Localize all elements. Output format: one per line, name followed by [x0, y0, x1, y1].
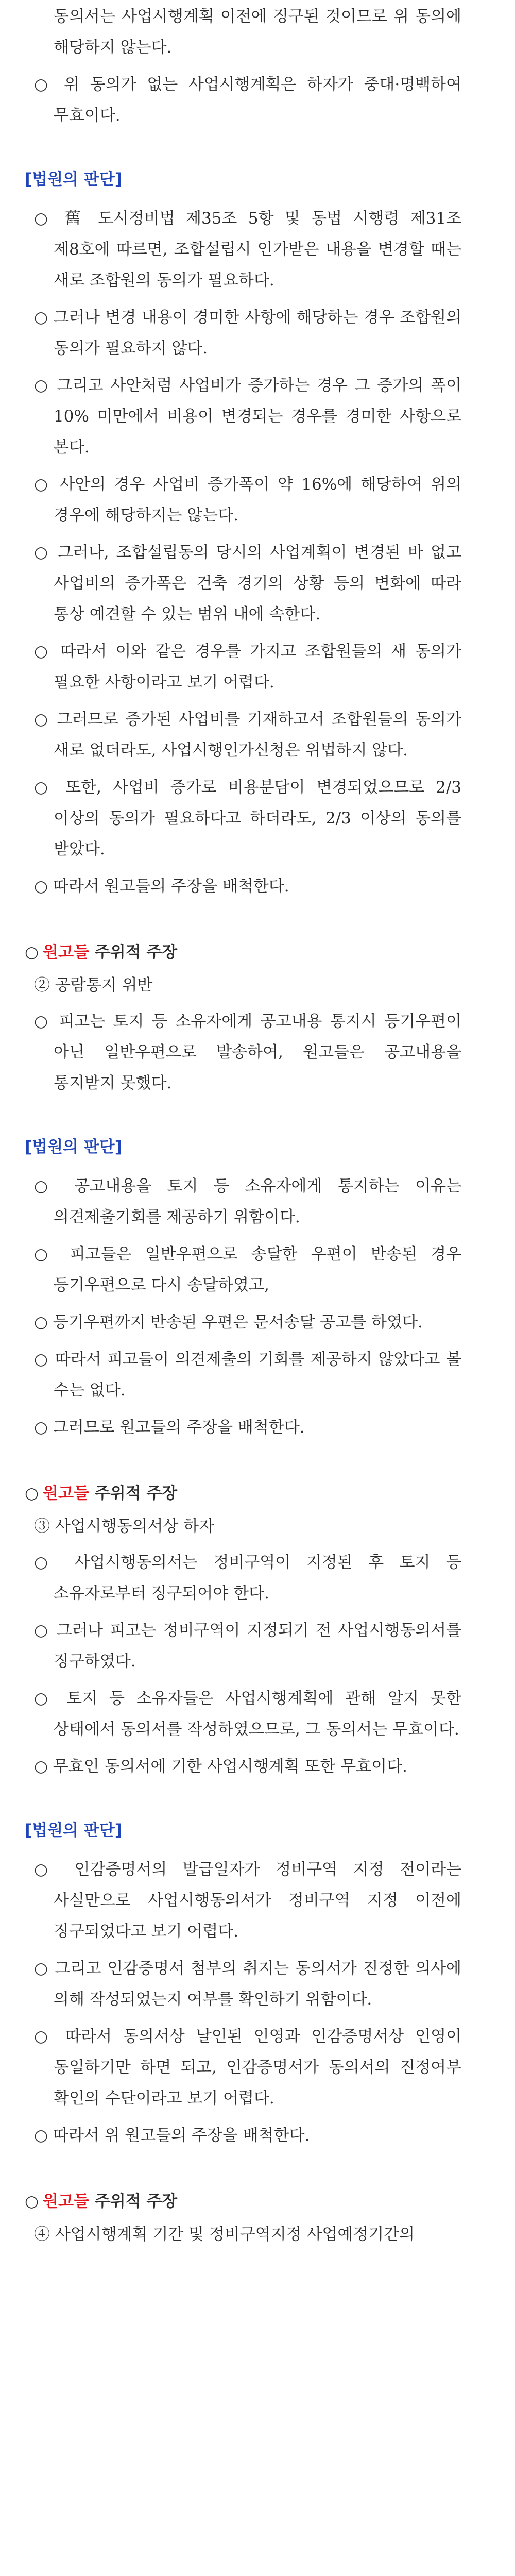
- court-judgment-heading: [법원의 판단]: [25, 1138, 122, 1156]
- circle-bullet: ○: [25, 1484, 39, 1503]
- plaintiff-claim-heading: [25, 1481, 177, 1506]
- bullet-paragraph: ○ 그러나 변경 내용이 경미한 사항에 해당하는 경우 조합원의 동의가 필요하지 않다.: [34, 308, 461, 358]
- claim-type-label: 주위적 주장: [89, 2192, 178, 2211]
- claim-type-label: 주위적 주장: [89, 943, 178, 962]
- bullet-paragraph: ○ 舊 도시정비법 제35조 5항 및 동법 시행령 제31조 제8호에 따르면, 조합설립시 인가받은 내용을 변경할 때는 새로 조합원의 동의가 필요하다.: [34, 209, 461, 290]
- bullet-paragraph: ○ 공고내용을 토지 등 소유자에게 통지하는 이유는 의견제출기회를 제공하기 위함이다.: [34, 1177, 461, 1226]
- claim-subheading: ④ 사업시행계획 기간 및 정비구역지정 사업예정기간의: [34, 2225, 415, 2244]
- court-judgment-heading: [법원의 판단]: [25, 170, 122, 189]
- continued-paragraph: 동의서는 사업시행계획 이전에 징구된 것이므로 위 동의에 해당하지 않는다.: [54, 7, 461, 57]
- circle-bullet: ○: [25, 2192, 39, 2211]
- bullet-paragraph: ○ 따라서 동의서상 날인된 인영과 인감증명서상 인영이 동일하기만 하면 되고, 인감증명서가 동의서의 진정여부 확인의 수단이라고 보기 어렵다.: [34, 2027, 461, 2108]
- bullet-paragraph: ○ 따라서 위 원고들의 주장을 배척한다.: [34, 2126, 310, 2145]
- bullet-paragraph: ○ 또한, 사업비 증가로 비용분담이 변경되었으므로 2/3 이상의 동의가 필요하다고 하더라도, 2/3 이상의 동의를 받았다.: [34, 778, 461, 858]
- bullet-paragraph: ○ 따라서 피고들이 의견제출의 기회를 제공하지 않았다고 볼 수는 없다.: [34, 1350, 461, 1400]
- bullet-paragraph: ○ 그러므로 증가된 사업비를 기재하고서 조합원들의 동의가 새로 없더라도, 사업시행인가신청은 위법하지 않다.: [34, 710, 461, 760]
- court-judgment-heading: [법원의 판단]: [25, 1821, 122, 1840]
- bullet-paragraph: ○ 사업시행동의서는 정비구역이 지정된 후 토지 등 소유자로부터 징구되어야 한다.: [34, 1553, 461, 1603]
- plaintiff-claim-heading: [25, 940, 177, 965]
- plaintiffs-label: 원고들: [43, 2192, 89, 2211]
- bullet-paragraph: ○ 따라서 원고들의 주장을 배척한다.: [34, 877, 289, 896]
- claim-type-label: 주위적 주장: [89, 1484, 178, 1503]
- bullet-paragraph: ○ 인감증명서의 발급일자가 정비구역 지정 전이라는 사실만으로 사업시행동의서가 정비구역 지정 이전에 징구되었다고 보기 어렵다.: [34, 1860, 461, 1941]
- circle-bullet: ○: [25, 943, 39, 962]
- bullet-paragraph: ○ 피고는 토지 등 소유자에게 공고내용 통지시 등기우편이 아닌 일반우편으로 발송하여, 원고들은 공고내용을 통지받지 못했다.: [34, 1012, 461, 1092]
- bullet-paragraph: ○ 그러나, 조합설립동의 당시의 사업계획이 변경된 바 없고 사업비의 증가폭은 건축 경기의 상황 등의 변화에 따라 통상 예견할 수 있는 범위 내에 속한다.: [34, 543, 461, 624]
- plaintiff-claim-heading: [25, 2189, 177, 2214]
- bullet-paragraph: ○ 따라서 이와 같은 경우를 가지고 조합원들의 새 동의가 필요한 사항이라고 보기 어렵다.: [34, 642, 461, 692]
- bullet-paragraph: ○ 무효인 동의서에 기한 사업시행계획 또한 무효이다.: [34, 1757, 407, 1776]
- bullet-paragraph: ○ 토지 등 소유자들은 사업시행계획에 관해 알지 못한 상태에서 동의서를 작성하였으므로, 그 동의서는 무효이다.: [34, 1689, 461, 1739]
- bullet-paragraph: ○ 피고들은 일반우편으로 송달한 우편이 반송된 경우 등기우편으로 다시 송달하였고,: [34, 1245, 461, 1294]
- bullet-paragraph: ○ 그러므로 원고들의 주장을 배척한다.: [34, 1418, 305, 1437]
- bullet-paragraph: ○ 그러나 피고는 정비구역이 지정되기 전 사업시행동의서를 징구하였다.: [34, 1621, 461, 1671]
- bullet-paragraph: ○ 그리고 사안처럼 사업비가 증가하는 경우 그 증가의 폭이 10% 미만에서 비용이 변경되는 경우를 경미한 사항으로 본다.: [34, 376, 461, 457]
- bullet-paragraph: ○ 그리고 인감증명서 첨부의 취지는 동의서가 진정한 의사에 의해 작성되었는지 여부를 확인하기 위함이다.: [34, 1959, 461, 2009]
- bullet-paragraph: ○ 등기우편까지 반송된 우편은 문서송달 공고를 하였다.: [34, 1313, 423, 1332]
- bullet-paragraph: ○ 위 동의가 없는 사업시행계획은 하자가 중대·명백하여 무효이다.: [34, 75, 461, 125]
- plaintiffs-label: 원고들: [43, 943, 89, 962]
- claim-subheading: ② 공람통지 위반: [34, 976, 153, 995]
- plaintiffs-label: 원고들: [43, 1484, 89, 1503]
- claim-subheading: ③ 사업시행동의서상 하자: [34, 1517, 215, 1536]
- bullet-paragraph: ○ 사안의 경우 사업비 증가폭이 약 16%에 해당하여 위의 경우에 해당하지는 않는다.: [34, 475, 461, 525]
